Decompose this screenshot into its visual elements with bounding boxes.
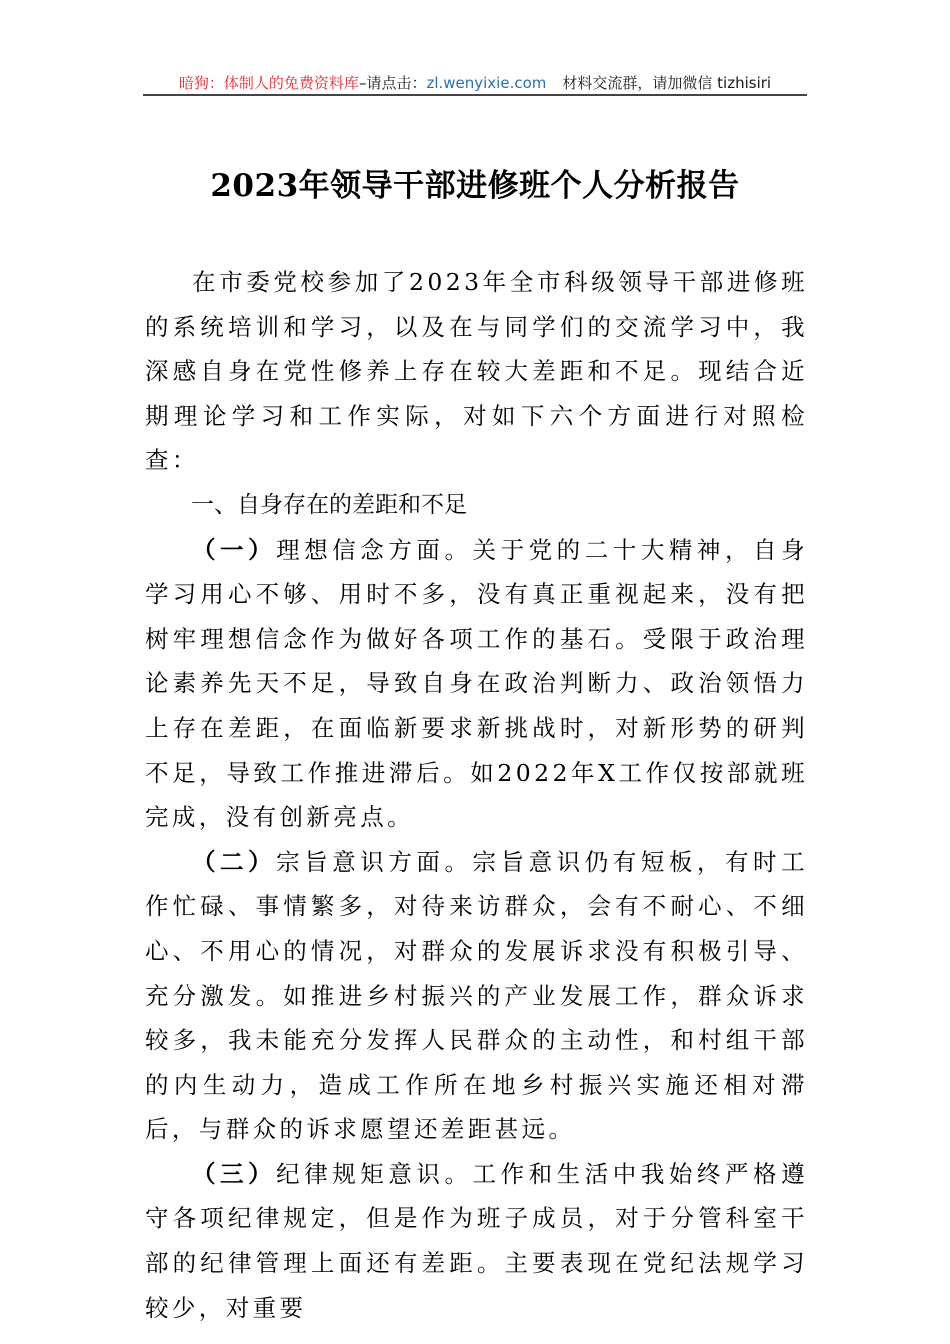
subsection-paragraph-1 [145, 528, 808, 840]
subsection-paragraph-3 [145, 1152, 808, 1330]
header-brand-text: 暗狗：体制人的免费资料库 [178, 74, 359, 92]
subsection-lead: 宗旨意识方面。 [276, 847, 473, 876]
subsection-text: 工作和生活中我始终严格遵守各项纪律规定，但是作为班子成员，对于分管科室干部的纪律管理上面还有差距。主要表现在党纪法规学习较少，对重要 [145, 1159, 808, 1322]
header-divider [143, 94, 807, 96]
subsection-paragraph-2 [145, 840, 808, 1152]
page-header-banner [143, 68, 807, 94]
subsection-label: （二） [192, 847, 277, 876]
intro-paragraph: 在市委党校参加了2023年全市科级领导干部进修班的系统培训和学习，以及在与同学们的交流学习中，我深感自身在党性修养上存在较大差距和不足。现结合近期理论学习和工作实际，对如下六个方面进行对照检查： [145, 268, 808, 475]
subsection-label: （三） [192, 1159, 277, 1188]
header-cta-text: –请点击： [358, 74, 427, 92]
subsection-label: （一） [192, 535, 277, 564]
subsection-lead: 纪律规矩意识。 [276, 1159, 473, 1188]
subsection-text: 关于党的二十大精神，自身学习用心不够、用时不多，没有真正重视起来，没有把树牢理想信念作为做好各项工作的基石。受限于政治理论素养先天不足，导致自身在政治判断力、政治领悟力上存在差距，在面临新要求新挑战时，对新形势的研判不足，导致工作推进滞后。如2022年X工作仅按部就班完成，没有创新亮点。 [145, 535, 808, 832]
header-url-link[interactable]: zl.wenyixie.com [426, 74, 547, 92]
document-body [145, 260, 808, 1330]
subsection-text: 宗旨意识仍有短板，有时工作忙碌、事情繁多，对待来访群众，会有不耐心、不细心、不用心的情况，对群众的发展诉求没有积极引导、充分激发。如推进乡村振兴的产业发展工作，群众诉求较多，我未能充分发挥人民群众的主动性，和村组干部的内生动力，造成工作所在地乡村振兴实施还相对滞后，与群众的诉求愿望还差距甚远。 [145, 847, 808, 1144]
header-group-note: 材料交流群，请加微信 tizhisiri [562, 74, 772, 92]
subsection-lead: 理想信念方面。 [276, 535, 473, 564]
section-heading: 一、自身存在的差距和不足 [191, 491, 467, 518]
document-title: 2023年领导干部进修班个人分析报告 [210, 168, 740, 204]
